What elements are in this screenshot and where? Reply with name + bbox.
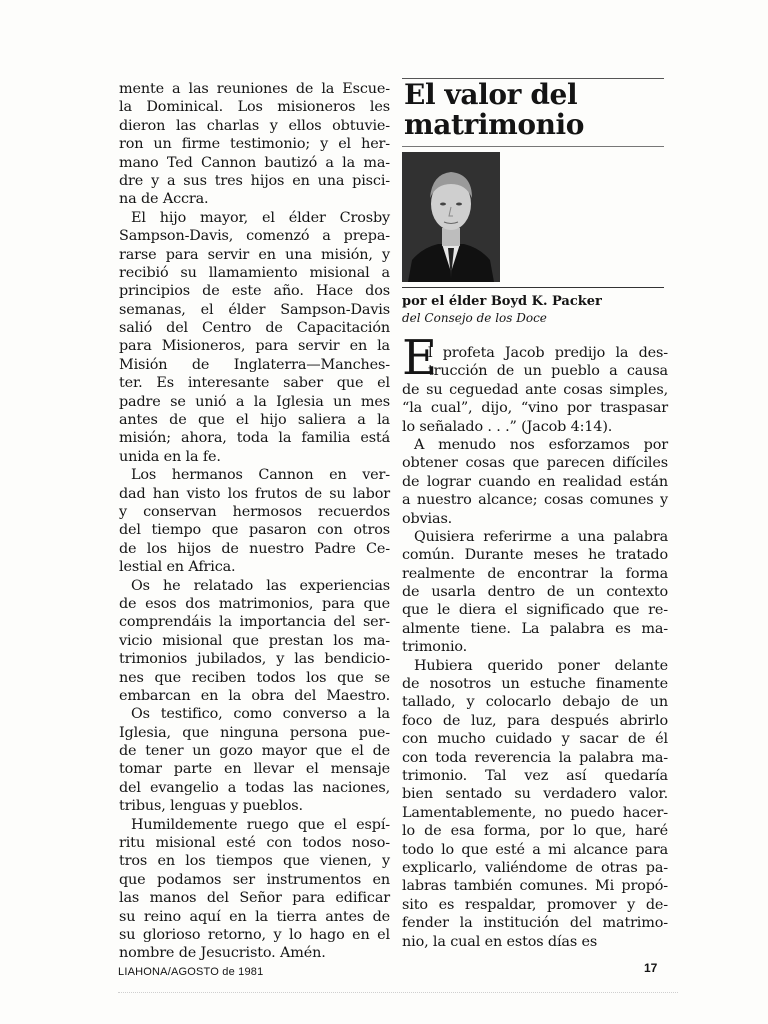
text-line: realmente de encontrar la forma [402,565,668,582]
text-line: bien sentado su verdadero valor. [402,786,668,803]
text-line: padre se unió a la Iglesia un mes [119,393,390,410]
left-column-text [119,80,390,963]
text-line: nio, la cual en estos días es [402,933,598,950]
text-line: y conservan hermosos recuerdos [119,503,390,520]
text-line: Humildemente ruego que el espí- [131,816,390,833]
text-line: sito es respaldar, promover y de- [402,896,668,913]
article-body-text [402,344,668,951]
text-line: A menudo nos esforzamos por [414,436,668,453]
text-line: de lograr cuando en realidad están [402,473,668,490]
text-line: de nosotros un estuche finamente [402,676,668,693]
text-line: tomar parte en llevar el mensaje [119,761,390,778]
text-line: embarcan en la obra del Maestro. [119,687,390,704]
text-line: Os he relatado las experiencias [131,577,390,594]
text-line: de su ceguedad ante cosas simples, [402,381,668,398]
page-number: 17 [644,961,658,975]
text-line: nes que reciben todos los que se [119,669,390,686]
text-line: Los hermanos Cannon en ver- [131,467,390,484]
text-line: tribus, lenguas y pueblos. [119,798,303,815]
text-line: almente tiene. La palabra es ma- [402,620,668,637]
text-line: del evangelio a todas las naciones, [119,779,390,796]
text-line: ron un firme testimonio; y el her- [119,136,390,153]
text-line: unida en la fe. [119,448,221,465]
text-line: l profeta Jacob predijo la des- [428,345,668,361]
text-line: mente a las reuniones de la Escue- [119,81,390,97]
text-line: foco de luz, para después abrirlo [402,712,668,729]
text-line: El hijo mayor, el élder Crosby [131,209,390,226]
text-line: ter. Es interesante saber que el [119,375,390,392]
text-line: la Dominical. Los misioneros les [119,99,390,116]
footer-edge-line [118,992,678,993]
text-line: explicarlo, valiéndome de otras pa- [402,859,668,876]
article-body [402,344,668,951]
author-portrait-image [402,152,500,282]
text-line: de los hijos de nuestro Padre Ce- [119,540,390,557]
text-line: para Misioneros, para servir en la [119,338,390,355]
text-line: lo señalado . . .” (Jacob 4:14). [402,418,613,435]
text-line: las manos del Señor para edificar [119,890,390,907]
text-line: nombre de Jesucristo. Amén. [119,945,326,962]
text-line: que podamos ser instrumentos en [119,871,390,888]
text-line: de usarla dentro de un contexto [402,584,668,601]
article-title-line-1: El valor del [404,78,578,111]
text-line: del tiempo que pasaron con otros [119,522,390,539]
text-line: Misión de Inglaterra—Manches- [119,356,390,373]
text-line: de tener un gozo mayor que el de [119,743,390,760]
text-line: fender la institución del matrimo- [402,915,668,932]
text-line: común. Durante meses he tratado [402,547,668,564]
text-line: de esos dos matrimonios, para que [119,595,390,612]
text-line: rarse para servir en una misión, y [119,246,390,263]
text-line: Sampson-Davis, comenzó a prepa- [119,228,390,245]
text-line: Quisiera referirme a una palabra [414,528,668,545]
text-line: Os testifico, como converso a la [131,706,390,723]
text-line: que le diera el significado que re- [402,602,668,619]
article-title [404,80,664,140]
title-bottom-rule [402,146,664,147]
text-line: ritu misional esté con todos noso- [119,835,390,852]
text-line: trimonios jubilados, y las bendicio- [119,651,390,668]
text-line: salió del Centro de Capacitación [119,320,390,337]
text-line: su glorioso retorno, y lo hago en el [119,926,390,943]
text-line: “la cual”, dijo, “vino por traspasar [402,400,668,417]
text-line: labras también comunes. Mi propó- [402,878,668,895]
text-line: lestial en Africa. [119,559,236,576]
text-line: comprendáis la importancia del ser- [119,614,390,631]
text-line: obvias. [402,510,453,527]
footer-publication: LIAHONA/AGOSTO de 1981 [118,966,264,978]
byline: por el élder Boyd K. Packer [402,294,602,309]
text-line: tros en los tiempos que vienen, y [119,853,390,870]
text-line: na de Accra. [119,191,209,208]
text-line: obtener cosas que parecen difíciles [402,455,668,472]
text-line: dieron las charlas y ellos obtuvie- [119,117,390,134]
text-line: trimonio. Tal vez así quedaría [402,767,668,784]
text-line: su reino aquí en la tierra antes de [119,908,390,925]
text-line: a nuestro alcance; cosas comunes y [402,492,668,509]
byline-subtitle: del Consejo de los Doce [402,311,547,325]
text-line: trucción de un pueblo a causa [428,363,668,380]
author-portrait [402,152,500,282]
text-line: trimonio. [402,639,468,656]
text-line: lo de esa forma, por lo que, haré [402,823,668,840]
portrait-rule [402,287,664,288]
text-line: principios de este año. Hace dos [119,283,390,300]
text-line: recibió su llamamiento misional a [119,264,390,281]
text-line: dad han visto los frutos de su labor [119,485,390,502]
left-column [119,80,390,963]
text-line: dre y a sus tres hijos en una pisci- [119,172,390,189]
text-line: con toda reverencia la palabra ma- [402,749,668,766]
drop-cap: E [402,330,438,386]
text-line: antes de que el hijo saliera a la [119,412,390,429]
text-line: misión; ahora, toda la familia está [119,430,390,447]
text-line: con mucho cuidado y sacar de él [402,731,668,748]
text-line: todo lo que esté a mi alcance para [402,841,668,858]
text-line: tallado, y colocarlo debajo de un [402,694,668,711]
text-line: mano Ted Cannon bautizó a la ma- [119,154,390,171]
text-line: Iglesia, que ninguna persona pue- [119,724,390,741]
article-title-line-2: matrimonio [404,108,585,141]
text-line: semanas, el élder Sampson-Davis [119,301,390,318]
text-line: vicio misional que prestan los ma- [119,632,390,649]
text-line: Lamentablemente, no puedo hacer- [402,804,668,821]
text-line: Hubiera querido poner delante [414,657,668,674]
